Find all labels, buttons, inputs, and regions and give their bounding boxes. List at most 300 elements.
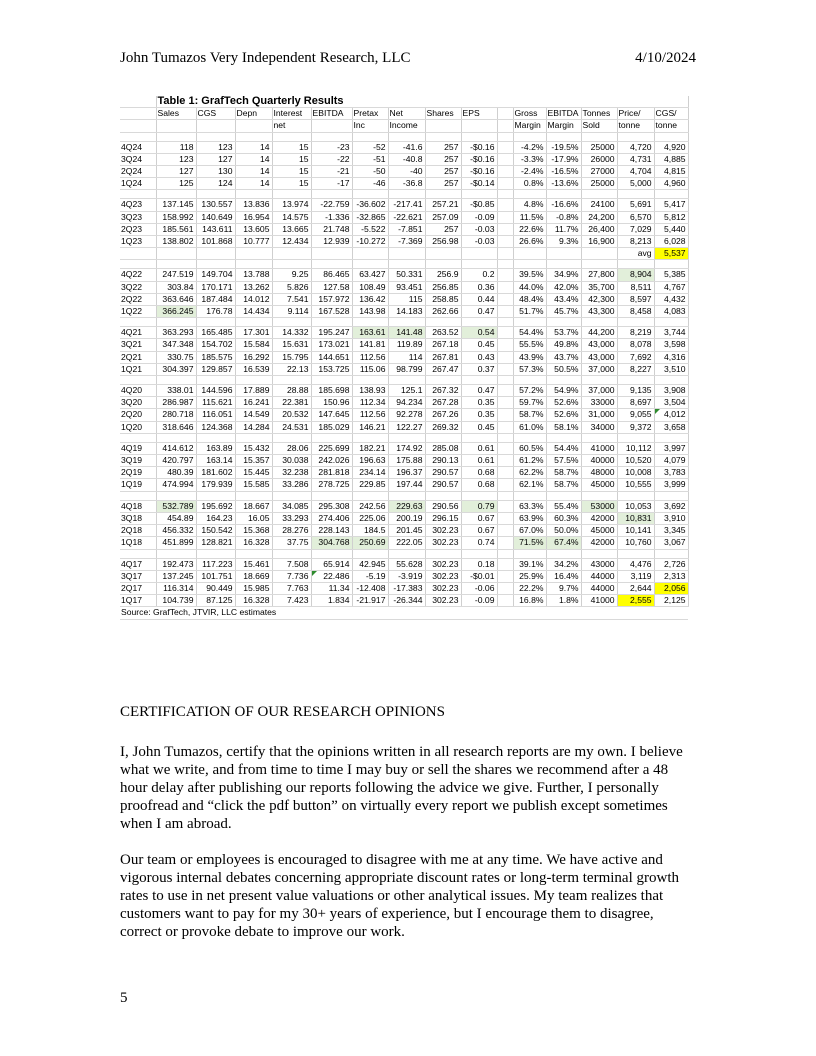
quarterly-results-table: [120, 96, 689, 620]
quarter-label: 3Q21: [120, 339, 156, 351]
table-cell: 157.972: [311, 293, 352, 305]
table-cell: 22.13: [272, 363, 311, 375]
table-cell: 195.247: [311, 327, 352, 339]
table-cell: 34.9%: [546, 269, 581, 281]
table-cell: 34000: [581, 421, 617, 433]
table-cell: 242.56: [352, 500, 388, 512]
table-cell: -12.408: [352, 582, 388, 594]
table-cell: 39.5%: [513, 269, 546, 281]
table-cell: 22.6%: [513, 223, 546, 235]
table-cell: [156, 491, 196, 500]
table-cell: 267.81: [425, 351, 461, 363]
table-cell: -0.09: [461, 595, 497, 607]
table-cell: 2,056: [654, 582, 688, 594]
table-cell: 286.987: [156, 397, 196, 409]
column-header: Tonnes: [581, 108, 617, 120]
table-cell: 22.381: [272, 397, 311, 409]
table-cell: 225.699: [311, 442, 352, 454]
table-cell: 59.7%: [513, 397, 546, 409]
table-cell: 53000: [581, 500, 617, 512]
table-cell: -17: [311, 178, 352, 190]
table-cell: 454.89: [156, 512, 196, 524]
table-cell: [235, 132, 272, 141]
table-cell: -32.865: [352, 211, 388, 223]
table-cell: [497, 211, 513, 223]
table-cell: 14.434: [235, 306, 272, 318]
firm-name: John Tumazos Very Independent Research, LLC: [120, 50, 411, 66]
table-cell: -51: [352, 153, 388, 165]
table-cell: [235, 260, 272, 269]
table-cell: [425, 376, 461, 385]
table-cell: 200.19: [388, 512, 425, 524]
table-cell: [425, 190, 461, 199]
quarter-label: 4Q22: [120, 269, 156, 281]
table-cell: 290.56: [425, 500, 461, 512]
table-cell: 8,511: [617, 281, 654, 293]
table-cell: [513, 491, 546, 500]
table-cell: 44,200: [581, 327, 617, 339]
table-cell: [497, 281, 513, 293]
table-cell: 118: [156, 141, 196, 153]
table-cell: 258.85: [425, 293, 461, 305]
table-cell: -217.41: [388, 199, 425, 211]
table-cell: -36.8: [388, 178, 425, 190]
table-cell: [497, 269, 513, 281]
table-row: [120, 327, 688, 339]
table-row: [120, 421, 688, 433]
table-cell: 24.531: [272, 421, 311, 433]
table-cell: 122.27: [388, 421, 425, 433]
table-cell: [581, 549, 617, 558]
table-cell: [497, 595, 513, 607]
table-row: [120, 467, 688, 479]
table-cell: 242.026: [311, 455, 352, 467]
table-cell: 94.234: [388, 397, 425, 409]
table-cell: -10.272: [352, 236, 388, 248]
table-cell: 123: [156, 153, 196, 165]
column-header: [497, 120, 513, 132]
table-cell: 65.914: [311, 558, 352, 570]
column-header: [425, 120, 461, 132]
table-cell: 112.34: [352, 397, 388, 409]
table-cell: 5,440: [654, 223, 688, 235]
table-cell: 14: [235, 178, 272, 190]
table-cell: 6,570: [617, 211, 654, 223]
table-title-row: [120, 96, 688, 108]
table-cell: 15.368: [235, 525, 272, 537]
table-cell: [497, 248, 513, 260]
table-cell: 414.612: [156, 442, 196, 454]
table-cell: 257.21: [425, 199, 461, 211]
table-cell: 8,697: [617, 397, 654, 409]
table-cell: 187.484: [196, 293, 235, 305]
table-cell: 4,012: [654, 409, 688, 421]
table-cell: 10,831: [617, 512, 654, 524]
table-cell: [497, 442, 513, 454]
table-cell: [581, 376, 617, 385]
table-cell: 17.301: [235, 327, 272, 339]
table-cell: 3,119: [617, 570, 654, 582]
table-row: [120, 339, 688, 351]
table-cell: 302.23: [425, 558, 461, 570]
table-cell: 2,726: [654, 558, 688, 570]
table-cell: 0.8%: [513, 178, 546, 190]
table-cell: [235, 376, 272, 385]
table-cell: 5,812: [654, 211, 688, 223]
table-cell: 5,000: [617, 178, 654, 190]
table-row: [120, 223, 688, 235]
table-cell: [581, 433, 617, 442]
table-cell: [497, 306, 513, 318]
table-cell: 7,692: [617, 351, 654, 363]
table-cell: 164.23: [196, 512, 235, 524]
table-cell: [311, 248, 352, 260]
table-cell: 318.646: [156, 421, 196, 433]
table-cell: 143.98: [352, 306, 388, 318]
table-cell: 21.748: [311, 223, 352, 235]
table-cell: [497, 397, 513, 409]
table-cell: -21.917: [352, 595, 388, 607]
table-cell: 28.06: [272, 442, 311, 454]
table-row: [120, 595, 688, 607]
table-cell: [461, 190, 497, 199]
table-cell: 2,644: [617, 582, 654, 594]
table-cell: 45000: [581, 479, 617, 491]
table-cell: [497, 491, 513, 500]
quarter-label: 3Q22: [120, 281, 156, 293]
table-cell: 5,417: [654, 199, 688, 211]
table-cell: 474.994: [156, 479, 196, 491]
table-cell: [156, 190, 196, 199]
table-cell: 14.332: [272, 327, 311, 339]
table-cell: [352, 318, 388, 327]
table-cell: [546, 549, 581, 558]
table-cell: [352, 260, 388, 269]
table-cell: 125: [156, 178, 196, 190]
table-cell: [546, 190, 581, 199]
table-cell: 0.18: [461, 558, 497, 570]
table-cell: 143.611: [196, 223, 235, 235]
column-header: [461, 120, 497, 132]
table-cell: 274.406: [311, 512, 352, 524]
table-cell: 267.32: [425, 385, 461, 397]
spacer-row: [120, 318, 688, 327]
table-cell: 43,000: [581, 339, 617, 351]
table-cell: 57.2%: [513, 385, 546, 397]
table-cell: -22.621: [388, 211, 425, 223]
table-cell: 128.821: [196, 537, 235, 549]
table-cell: [617, 318, 654, 327]
table-cell: 302.23: [425, 537, 461, 549]
table-cell: 5.826: [272, 281, 311, 293]
table-cell: [497, 467, 513, 479]
column-header: net: [272, 120, 311, 132]
table-cell: avg: [617, 248, 654, 260]
table-cell: 24100: [581, 199, 617, 211]
table-cell: 141.48: [388, 327, 425, 339]
table-cell: 14.549: [235, 409, 272, 421]
column-header: Depn: [235, 108, 272, 120]
table-cell: [497, 537, 513, 549]
table-cell: 176.78: [196, 306, 235, 318]
certification-title: CERTIFICATION OF OUR RESEARCH OPINIONS: [120, 704, 445, 720]
table-cell: [352, 190, 388, 199]
table-cell: 185.561: [156, 223, 196, 235]
table-cell: 184.5: [352, 525, 388, 537]
table-cell: 175.88: [388, 455, 425, 467]
table-cell: 3,658: [654, 421, 688, 433]
table-cell: 0.47: [461, 385, 497, 397]
results-grid: [120, 96, 689, 620]
table-cell: [497, 132, 513, 141]
table-cell: [497, 433, 513, 442]
table-cell: 10,053: [617, 500, 654, 512]
table-cell: [196, 491, 235, 500]
table-cell: [497, 236, 513, 248]
column-header: Price/: [617, 108, 654, 120]
quarter-label: 4Q23: [120, 199, 156, 211]
spacer-row: [120, 433, 688, 442]
table-cell: -46: [352, 178, 388, 190]
table-cell: [196, 132, 235, 141]
table-cell: 256.9: [425, 269, 461, 281]
table-cell: -23: [311, 141, 352, 153]
quarter-label: 1Q20: [120, 421, 156, 433]
table-cell: 8,219: [617, 327, 654, 339]
table-cell: [196, 433, 235, 442]
table-cell: [497, 318, 513, 327]
table-cell: 141.81: [352, 339, 388, 351]
table-cell: 4,731: [617, 153, 654, 165]
table-cell: 257: [425, 178, 461, 190]
report-date: 4/10/2024: [635, 50, 696, 66]
table-cell: 43,000: [581, 351, 617, 363]
table-cell: 5,385: [654, 269, 688, 281]
table-cell: -22.759: [311, 199, 352, 211]
table-cell: 42,300: [581, 293, 617, 305]
table-cell: [497, 260, 513, 269]
table-cell: 185.575: [196, 351, 235, 363]
table-cell: [581, 318, 617, 327]
table-cell: 1.834: [311, 595, 352, 607]
table-cell: 9,135: [617, 385, 654, 397]
table-cell: [156, 248, 196, 260]
table-cell: 15.985: [235, 582, 272, 594]
table-cell: 3,510: [654, 363, 688, 375]
quarter-label: [120, 248, 156, 260]
table-cell: [497, 363, 513, 375]
table-cell: -7.851: [388, 223, 425, 235]
table-row: [120, 178, 688, 190]
table-cell: 35,700: [581, 281, 617, 293]
table-header-row: [120, 120, 688, 132]
table-cell: [196, 190, 235, 199]
column-header: tonne: [617, 120, 654, 132]
table-cell: 67.4%: [546, 537, 581, 549]
table-cell: 0.68: [461, 467, 497, 479]
column-header: [156, 120, 196, 132]
table-cell: 50.5%: [546, 363, 581, 375]
table-cell: [581, 248, 617, 260]
table-cell: [196, 549, 235, 558]
table-cell: [497, 178, 513, 190]
table-cell: [617, 376, 654, 385]
table-cell: 42000: [581, 537, 617, 549]
table-cell: [513, 376, 546, 385]
table-cell: [388, 433, 425, 442]
table-cell: 290.13: [425, 455, 461, 467]
table-cell: [461, 376, 497, 385]
table-cell: 15: [272, 178, 311, 190]
table-cell: -40.8: [388, 153, 425, 165]
table-cell: 18.667: [235, 500, 272, 512]
column-header: Margin: [513, 120, 546, 132]
table-cell: [513, 260, 546, 269]
table-cell: 281.818: [311, 467, 352, 479]
column-header: Inc: [352, 120, 388, 132]
column-header: Sold: [581, 120, 617, 132]
table-row: [120, 281, 688, 293]
table-cell: 127: [196, 153, 235, 165]
table-cell: [235, 433, 272, 442]
quarter-label: 1Q24: [120, 178, 156, 190]
table-cell: [388, 190, 425, 199]
table-cell: 20.532: [272, 409, 311, 421]
table-cell: [120, 549, 156, 558]
table-cell: 16.292: [235, 351, 272, 363]
table-cell: 124.368: [196, 421, 235, 433]
table-cell: -26.344: [388, 595, 425, 607]
table-cell: [272, 318, 311, 327]
table-cell: [497, 141, 513, 153]
quarter-label: 2Q21: [120, 351, 156, 363]
table-cell: 195.692: [196, 500, 235, 512]
table-cell: -5.522: [352, 223, 388, 235]
table-cell: 247.519: [156, 269, 196, 281]
table-cell: 8,078: [617, 339, 654, 351]
table-cell: 93.451: [388, 281, 425, 293]
table-cell: 44000: [581, 582, 617, 594]
table-cell: 14.183: [388, 306, 425, 318]
source-row: [120, 607, 688, 619]
table-cell: 0.67: [461, 512, 497, 524]
table-cell: [235, 318, 272, 327]
table-cell: [425, 318, 461, 327]
table-cell: -4.2%: [513, 141, 546, 153]
table-cell: [156, 376, 196, 385]
table-cell: [617, 132, 654, 141]
table-cell: 15.585: [235, 479, 272, 491]
table-cell: 50.0%: [546, 525, 581, 537]
table-cell: 181.602: [196, 467, 235, 479]
table-cell: 174.92: [388, 442, 425, 454]
table-cell: 5,691: [617, 199, 654, 211]
table-cell: 225.06: [352, 512, 388, 524]
table-cell: [388, 132, 425, 141]
table-cell: [546, 318, 581, 327]
table-cell: [617, 190, 654, 199]
spacer-row: [120, 376, 688, 385]
table-cell: 302.23: [425, 570, 461, 582]
table-cell: 13.605: [235, 223, 272, 235]
table-cell: [272, 132, 311, 141]
table-cell: 154.702: [196, 339, 235, 351]
table-cell: 41000: [581, 595, 617, 607]
table-cell: 302.23: [425, 582, 461, 594]
table-cell: 267.26: [425, 409, 461, 421]
spacer-row: [120, 549, 688, 558]
table-cell: 3,997: [654, 442, 688, 454]
table-cell: -16.5%: [546, 166, 581, 178]
table-cell: 0.79: [461, 500, 497, 512]
table-cell: [235, 190, 272, 199]
table-cell: [497, 500, 513, 512]
table-cell: 173.021: [311, 339, 352, 351]
table-cell: 125.1: [388, 385, 425, 397]
column-header: EBITDA: [311, 108, 352, 120]
table-cell: [497, 570, 513, 582]
table-cell: 9.7%: [546, 582, 581, 594]
table-cell: 12.434: [272, 236, 311, 248]
table-cell: [497, 190, 513, 199]
table-cell: -2.4%: [513, 166, 546, 178]
table-title: Table 1: GrafTech Quarterly Results: [156, 96, 688, 108]
table-cell: 108.49: [352, 281, 388, 293]
table-cell: 15: [272, 166, 311, 178]
table-cell: 3,598: [654, 339, 688, 351]
quarter-label: 4Q19: [120, 442, 156, 454]
table-cell: 150.542: [196, 525, 235, 537]
table-cell: 33.293: [272, 512, 311, 524]
table-cell: 144.596: [196, 385, 235, 397]
quarter-label: 2Q19: [120, 467, 156, 479]
table-cell: [272, 376, 311, 385]
table-cell: [156, 433, 196, 442]
table-cell: 179.939: [196, 479, 235, 491]
table-cell: [388, 376, 425, 385]
table-cell: -$0.16: [461, 153, 497, 165]
table-row: [120, 385, 688, 397]
table-cell: 363.646: [156, 293, 196, 305]
table-cell: 0.35: [461, 397, 497, 409]
table-cell: 24,200: [581, 211, 617, 223]
table-cell: [513, 132, 546, 141]
table-cell: -41.6: [388, 141, 425, 153]
column-header: [235, 120, 272, 132]
table-cell: [196, 248, 235, 260]
table-cell: 10,555: [617, 479, 654, 491]
table-cell: [235, 248, 272, 260]
table-cell: 63.427: [352, 269, 388, 281]
table-cell: 37.75: [272, 537, 311, 549]
table-cell: [311, 260, 352, 269]
table-cell: [546, 260, 581, 269]
table-cell: 182.21: [352, 442, 388, 454]
quarter-label: 3Q17: [120, 570, 156, 582]
table-cell: [497, 512, 513, 524]
table-row: [120, 269, 688, 281]
table-cell: 0.54: [461, 327, 497, 339]
quarter-label: 4Q24: [120, 141, 156, 153]
table-cell: 8,227: [617, 363, 654, 375]
table-cell: 45.7%: [546, 306, 581, 318]
table-cell: 60.3%: [546, 512, 581, 524]
table-cell: 280.718: [156, 409, 196, 421]
table-cell: 11.7%: [546, 223, 581, 235]
table-cell: 0.61: [461, 442, 497, 454]
table-cell: 116.314: [156, 582, 196, 594]
table-cell: 42.945: [352, 558, 388, 570]
